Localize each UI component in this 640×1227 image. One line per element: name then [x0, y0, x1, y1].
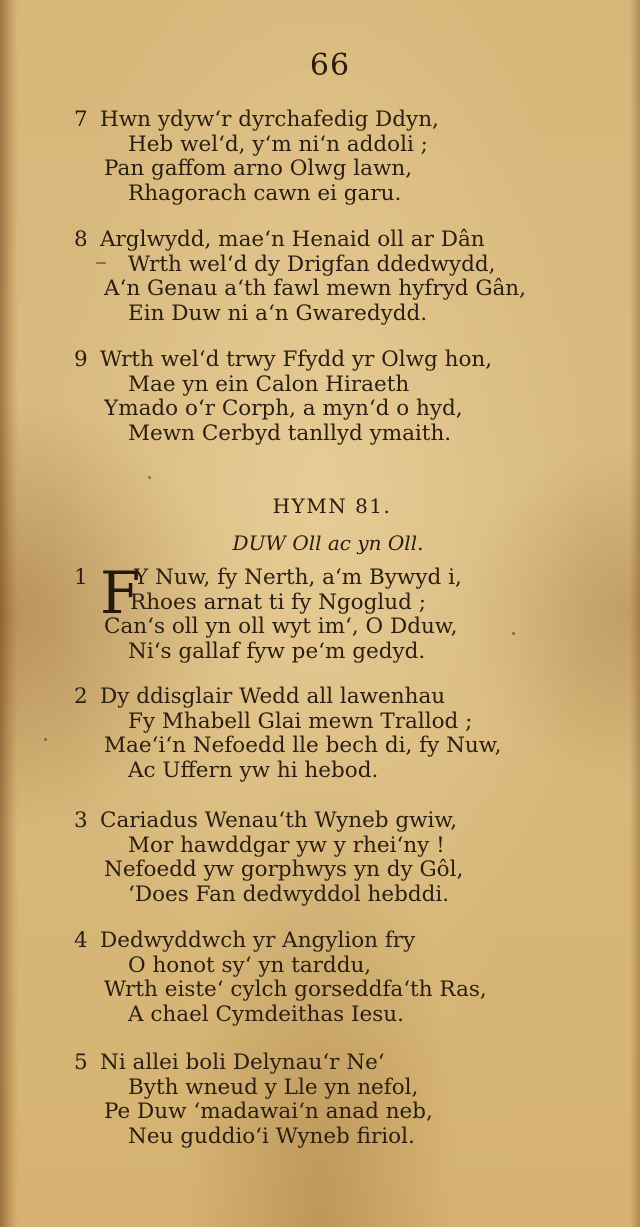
paper-speck [44, 738, 47, 741]
verse-number: 1 [74, 565, 88, 590]
verse-line: Ni allei boli Delynau‘r Ne‘ [100, 1050, 385, 1075]
hymn-title: HYMN 81. [272, 494, 392, 518]
verse-line: Mae yn ein Calon Hiraeth [128, 371, 410, 397]
verse-line: Mewn Cerbyd tanllyd ymaith. [128, 420, 452, 446]
verse-2 [74, 685, 554, 783]
verse-line: A chael Cymdeithas Iesu. [128, 1001, 404, 1027]
verse-line: Mae‘i‘n Nefoedd lle bech di, fy Nuw, [104, 733, 502, 758]
verse-number: 8 [74, 227, 88, 252]
verse-line: Hwn ydyw‘r dyrchafedig Ddyn, [100, 107, 439, 132]
verse-number: 5 [74, 1050, 88, 1075]
verse-line: Ein Duw ni a‘n Gwaredydd. [128, 300, 428, 326]
verse-5 [74, 1051, 554, 1149]
hymn-subtitle: DUW Oll ac yn Oll. [232, 531, 424, 555]
verse-line: Mor hawddgar yw y rhei‘ny ! [128, 832, 445, 858]
verse-line: Wrth eiste‘ cylch gorseddfa‘th Ras, [104, 977, 487, 1002]
verse-line: Heb wel‘d, y‘m ni‘n addoli ; [128, 131, 428, 157]
verse-line: Wrth wel‘d dy Drigfan ddedwydd, [128, 251, 496, 277]
drop-cap: F [100, 559, 141, 627]
paper-speck [96, 262, 106, 264]
verse-line: Pe Duw ‘madawai‘n anad neb, [104, 1099, 433, 1124]
verse-line: Cariadus Wenau‘th Wyneb gwiw, [100, 808, 458, 833]
verse-line: Wrth wel‘d trwy Ffydd yr Olwg hon, [100, 347, 493, 372]
verse-7 [74, 108, 554, 206]
paper-speck [148, 476, 151, 479]
verse-line: Can‘s oll yn oll wyt im‘, O Dduw, [104, 614, 458, 639]
verse-number: 3 [74, 808, 88, 833]
verse-number: 4 [74, 928, 88, 953]
verse-line: Fy Mhabell Glai mewn Trallod ; [128, 708, 473, 734]
verse-line: Arglwydd, mae‘n Henaid oll ar Dân [100, 227, 485, 252]
paper-speck [512, 632, 515, 635]
verse-line: Dedwyddwch yr Angylion fry [100, 928, 416, 953]
verse-line: Neu guddio‘i Wyneb firiol. [128, 1123, 415, 1149]
verse-line: O honot sy‘ yn tarddu, [128, 952, 372, 978]
verse-9 [74, 348, 554, 446]
verse-line: A‘n Genau a‘th fawl mewn hyfryd Gân, [104, 276, 526, 301]
verse-3 [74, 809, 554, 907]
verse-number: 9 [74, 347, 88, 372]
verse-line: Byth wneud y Lle yn nefol, [128, 1074, 419, 1100]
verse-number: 2 [74, 684, 88, 709]
verse-line: Pan gaffom arno Olwg lawn, [104, 156, 413, 181]
page-number: 66 [309, 48, 351, 83]
page-edge-shadow [630, 0, 640, 1227]
page-binding-shadow [0, 0, 18, 1227]
verse-line: Rhoes arnat ti fy Ngoglud ; [130, 589, 426, 615]
verse-line: Ymado o‘r Corph, a myn‘d o hyd, [104, 396, 463, 421]
verse-line: Y Nuw, fy Nerth, a‘m Bywyd i, [134, 565, 462, 590]
verse-number: 7 [74, 107, 88, 132]
verse-line: Rhagorach cawn ei garu. [128, 180, 402, 206]
verse-4 [74, 929, 554, 1027]
verse-line: Nefoedd yw gorphwys yn dy Gôl, [104, 857, 464, 882]
verse-line: Dy ddisglair Wedd all lawenhau [100, 684, 446, 709]
verse-1 [74, 559, 554, 664]
verse-line: Ni‘s gallaf fyw pe‘m gedyd. [128, 638, 426, 664]
verse-line: Ac Uffern yw hi hebod. [128, 757, 379, 783]
verse-8 [74, 228, 554, 326]
verse-line: ‘Does Fan dedwyddol hebddi. [128, 881, 450, 907]
